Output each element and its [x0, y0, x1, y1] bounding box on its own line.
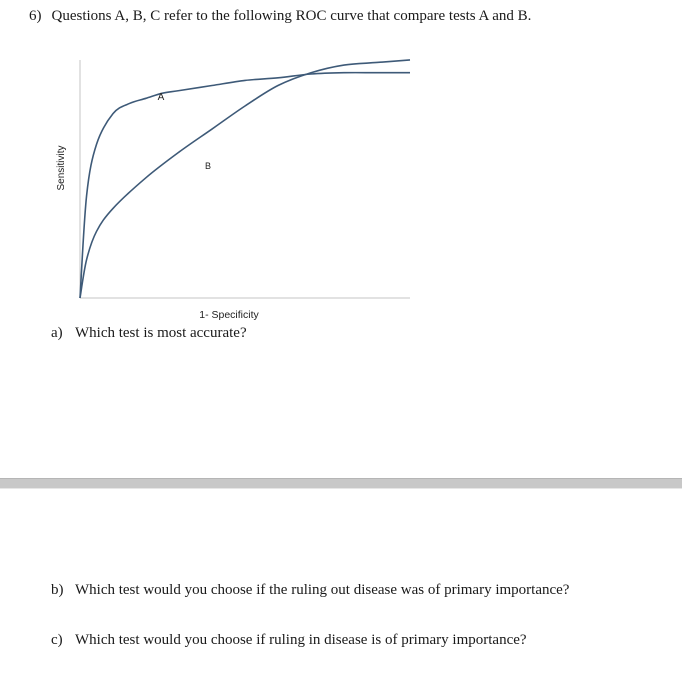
page-break-divider	[0, 478, 682, 489]
part-b-letter: b)	[51, 582, 64, 598]
question-part-b	[51, 582, 569, 599]
y-axis-label: Sensitivity	[56, 145, 67, 191]
question-part-a	[51, 325, 247, 342]
curve-b-label: B	[204, 161, 212, 171]
question-number: 6)	[29, 8, 42, 24]
curve-a-label: A	[157, 92, 165, 103]
question-text: Questions A, B, C refer to the following ROC curve that compare tests A and B.	[51, 8, 532, 24]
part-a-letter: a)	[51, 325, 63, 341]
part-a-text: Which test is most accurate?	[75, 325, 247, 341]
curve-b	[80, 60, 410, 298]
x-axis-label: 1- Specificity	[199, 309, 259, 321]
question-part-c	[51, 632, 527, 649]
part-b-text: Which test would you choose if the ruling out disease was of primary importance?	[75, 582, 570, 598]
part-c-text: Which test would you choose if ruling in disease is of primary importance?	[75, 632, 527, 648]
part-c-letter: c)	[51, 632, 63, 648]
